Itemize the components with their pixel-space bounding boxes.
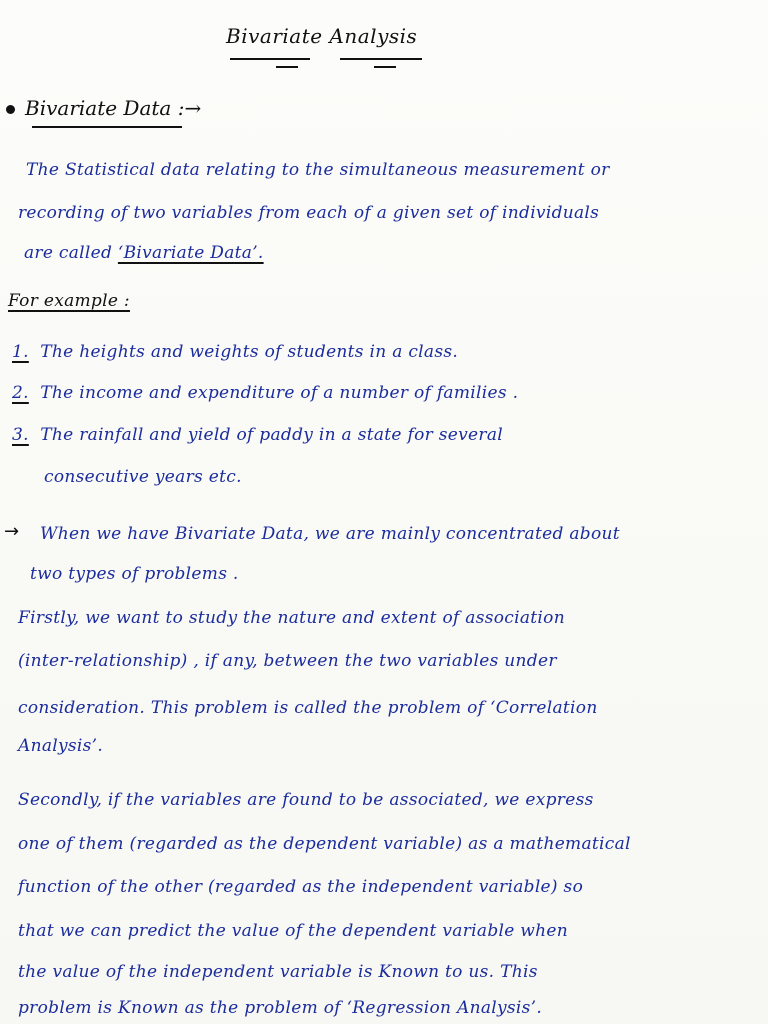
bivariate-data-term: ‘Bivariate Data’. [117, 243, 264, 263]
example-label-text: For example : [8, 291, 130, 311]
arrow-right-icon: → [4, 521, 20, 542]
example-number: 1. [12, 342, 29, 362]
title-underline [230, 58, 310, 60]
paragraph-text: two types of problems . [30, 564, 239, 584]
page-title-block [226, 24, 426, 48]
section-heading [6, 96, 201, 120]
example-label [8, 291, 130, 311]
paragraph-line: When we have Bivariate Data, we are mainly concentrated about [40, 524, 620, 544]
paragraph-line: consideration. This problem is called the problem of ‘Correlation [18, 698, 598, 718]
title-underline [374, 66, 396, 68]
section-heading-text: Bivariate Data :→ [25, 96, 202, 120]
example-text: The rainfall and yield of paddy in a state for several [40, 425, 503, 445]
page-title: Bivariate Analysis [226, 24, 418, 48]
example-number: 2. [12, 383, 29, 403]
example-text: The heights and weights of students in a class. [40, 342, 459, 362]
paragraph-line: (inter-relationship) , if any, between the two variables under [18, 651, 557, 671]
example-continuation: consecutive years etc. [44, 467, 242, 487]
paragraph-line: function of the other (regarded as the independent variable) so [18, 877, 584, 897]
definition-line-prefix: are called [24, 243, 118, 263]
example-text: The income and expenditure of a number of families . [40, 383, 519, 403]
paragraph-line: problem is Known as the problem of ‘Regression Analysis’. [18, 998, 543, 1018]
example-item [12, 342, 458, 362]
example-number: 3. [12, 425, 29, 445]
definition-line: The Statistical data relating to the simultaneous measurement or [26, 160, 610, 180]
title-underline [340, 58, 422, 60]
title-underline [276, 66, 298, 68]
example-item [12, 383, 518, 403]
paragraph-line: Secondly, if the variables are found to be associated, we express [18, 790, 594, 810]
example-item [12, 425, 503, 445]
paragraph-line: the value of the independent variable is Known to us. This [18, 962, 538, 982]
definition-line: recording of two variables from each of a given set of individuals [18, 203, 600, 223]
paragraph-line: one of them (regarded as the dependent variable) as a mathematical [18, 834, 631, 854]
paragraph-line: Firstly, we want to study the nature and extent of association [18, 608, 565, 628]
heading-underline [32, 126, 182, 128]
paragraph-line: that we can predict the value of the dependent variable when [18, 921, 569, 941]
paragraph-line [30, 564, 239, 584]
bullet-dot-icon [6, 105, 15, 114]
definition-line [24, 243, 264, 263]
paragraph-line: Analysis’. [18, 736, 104, 756]
